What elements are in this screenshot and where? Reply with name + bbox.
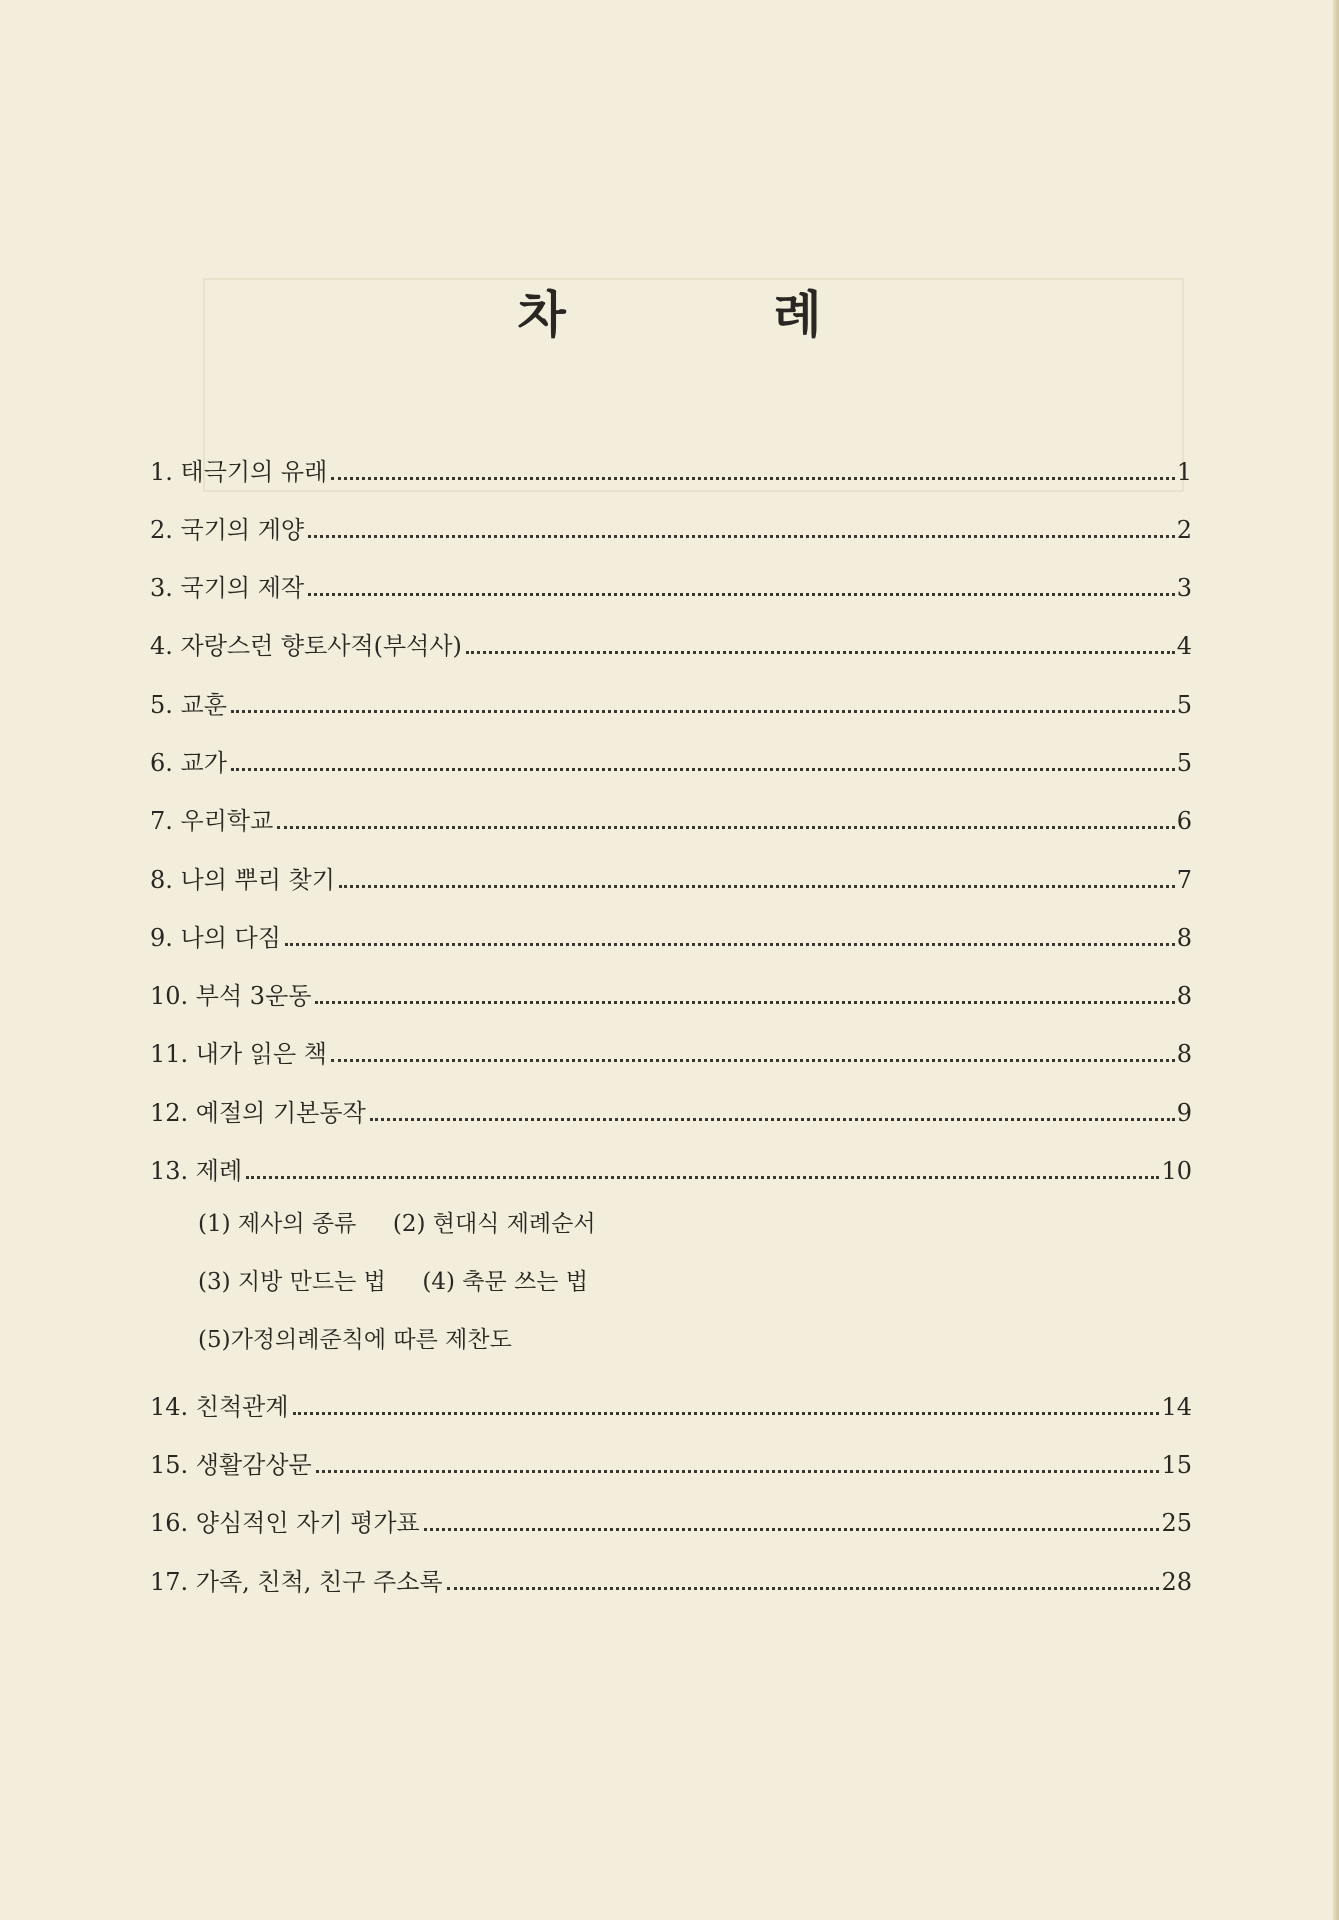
- toc-entry-page: 25: [1161, 1509, 1192, 1537]
- toc-entry-page: 8: [1176, 924, 1192, 952]
- toc-entry: [150, 626, 1192, 660]
- toc-entry-label: 10. 부석 3운동: [150, 982, 312, 1010]
- dot-leader: [277, 826, 1174, 829]
- toc-entry-page: 8: [1176, 1040, 1192, 1068]
- toc-entry-page: 2: [1176, 516, 1192, 544]
- dot-leader: [339, 885, 1175, 888]
- toc-entry-label: 14. 친척관계: [150, 1393, 289, 1421]
- toc-entry-label: 16. 양심적인 자기 평가표: [150, 1509, 420, 1537]
- dot-leader: [246, 1176, 1159, 1179]
- dot-leader: [331, 477, 1174, 480]
- toc-entry-label: 6. 교가: [150, 749, 227, 777]
- dot-leader: [231, 710, 1175, 713]
- toc-subentry: (5)가정의례준칙에 따른 제찬도: [198, 1327, 512, 1353]
- toc-entry-page: 5: [1176, 749, 1192, 777]
- toc-entry: [150, 1445, 1192, 1479]
- toc-entry-label: 1. 태극기의 유래: [150, 458, 328, 486]
- toc-entry-label: 9. 나의 다짐: [150, 924, 281, 952]
- toc-entry-page: 5: [1176, 691, 1192, 719]
- toc-entry-label: 17. 가족, 친척, 친구 주소록: [150, 1568, 443, 1596]
- toc-entry-page: 28: [1161, 1568, 1192, 1596]
- dot-leader: [315, 1001, 1174, 1004]
- toc-entry-label: 3. 국기의 제작: [150, 574, 305, 602]
- toc-entry-page: 6: [1176, 807, 1192, 835]
- toc-subentry: (3) 지방 만드는 법 (4) 축문 쓰는 법: [198, 1269, 588, 1295]
- toc-entry-page: 1: [1176, 458, 1192, 486]
- toc-entry-label: 11. 내가 읽은 책: [150, 1040, 327, 1068]
- toc-entry: [150, 1387, 1192, 1421]
- toc-entry: [150, 918, 1192, 952]
- dot-leader: [466, 651, 1175, 654]
- toc-entry: [150, 860, 1192, 894]
- toc-entry-label: 8. 나의 뿌리 찾기: [150, 866, 335, 894]
- toc-entry-page: 4: [1176, 632, 1192, 660]
- toc-entry-label: 13. 제례: [150, 1157, 243, 1185]
- dot-leader: [293, 1412, 1160, 1415]
- toc-entry-label: 5. 교훈: [150, 691, 227, 719]
- toc-entry-label: 12. 예절의 기본동작: [150, 1099, 366, 1127]
- dot-leader: [308, 535, 1175, 538]
- toc-entry: [150, 685, 1192, 719]
- toc-entry-label: 15. 생활감상문: [150, 1451, 312, 1479]
- toc-entry: [150, 743, 1192, 777]
- toc-entry: [150, 452, 1192, 486]
- dot-leader: [424, 1528, 1160, 1531]
- toc-entry-page: 15: [1161, 1451, 1192, 1479]
- toc-entry: [150, 568, 1192, 602]
- dot-leader: [447, 1587, 1160, 1590]
- toc-entry: [150, 1503, 1192, 1537]
- dot-leader: [285, 943, 1175, 946]
- toc-entry: [150, 1034, 1192, 1068]
- toc-entry-label: 2. 국기의 게양: [150, 516, 305, 544]
- toc-entry-label: 4. 자랑스런 향토사적(부석사): [150, 632, 462, 660]
- toc-entry-page: 10: [1161, 1157, 1192, 1185]
- toc-entry-page: 7: [1176, 866, 1192, 894]
- dot-leader: [231, 768, 1175, 771]
- toc-entry-label: 7. 우리학교: [150, 807, 274, 835]
- toc-entry: [150, 976, 1192, 1010]
- toc-entry-page: 8: [1176, 982, 1192, 1010]
- dot-leader: [316, 1470, 1160, 1473]
- toc-entry: [150, 510, 1192, 544]
- toc-entry: [150, 1093, 1192, 1127]
- dot-leader: [331, 1059, 1175, 1062]
- toc-entry-page: 9: [1176, 1099, 1192, 1127]
- page-title: 차 례: [517, 285, 917, 344]
- dot-leader: [370, 1118, 1175, 1121]
- toc-subentry: (1) 제사의 종류 (2) 현대식 제례순서: [198, 1211, 596, 1237]
- toc-entry-page: 14: [1161, 1393, 1192, 1421]
- dot-leader: [308, 593, 1175, 596]
- toc-entry-page: 3: [1176, 574, 1192, 602]
- toc-entry: [150, 801, 1192, 835]
- toc-entry: [150, 1562, 1192, 1596]
- toc-entry: [150, 1151, 1192, 1185]
